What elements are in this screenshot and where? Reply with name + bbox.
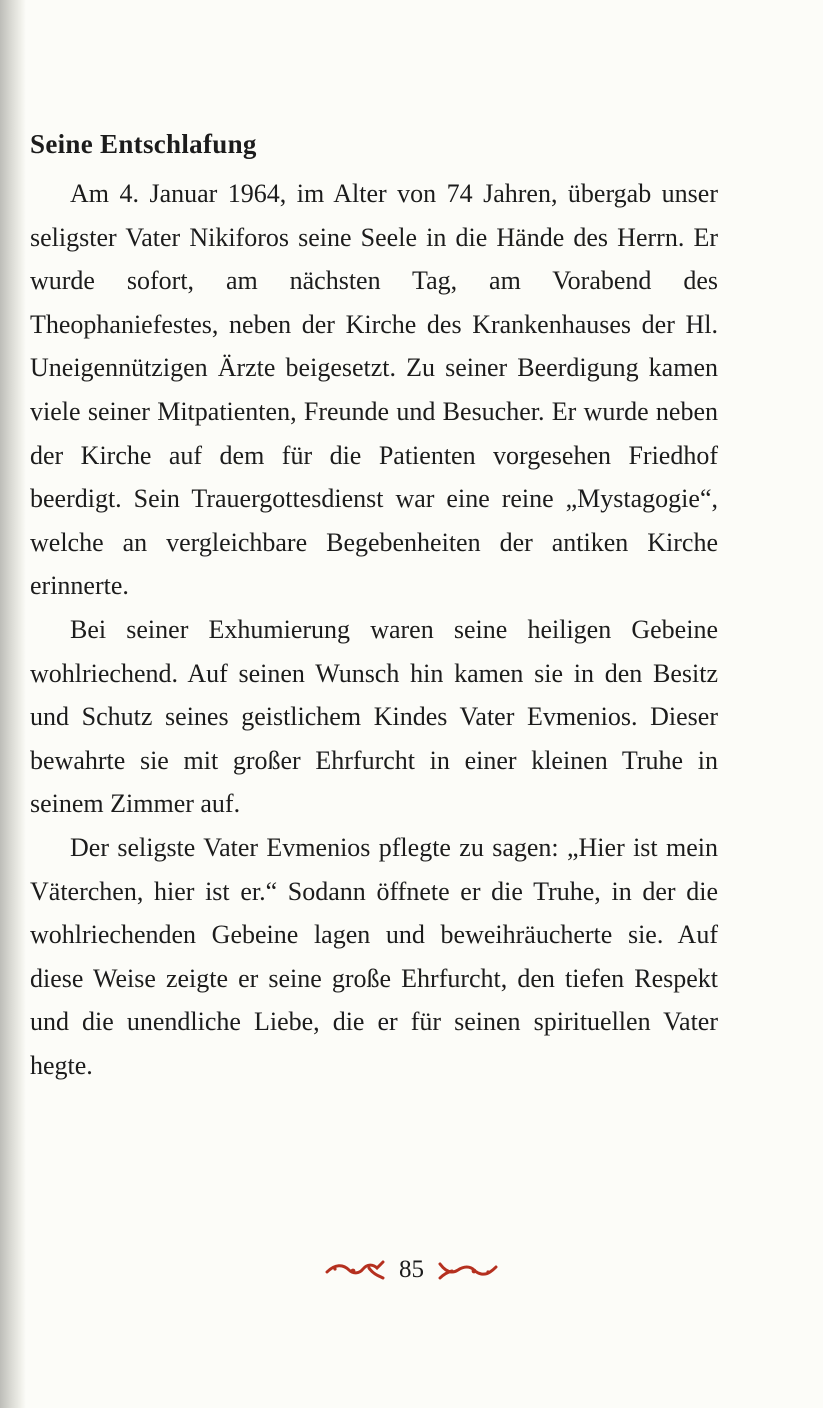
section-heading: Seine Entschlafung <box>30 129 257 159</box>
paragraph-3: Der seligste Vater Evmenios pflegte zu sagen: „Hier ist mein Väterchen, hier ist er.“ Sodann öffnete er die Truhe, in der die wohlriechenden Gebeine lagen und beweihräucherte sie. Auf diese Weise zeigte er seine große Ehrfurcht, den tiefen Respekt und die unendliche Liebe, die er für seinen spirituellen Vater hegte. <box>30 832 718 1080</box>
page-number: 85 <box>399 1256 424 1283</box>
page-footer <box>0 1252 823 1288</box>
paragraph-1: Am 4. Januar 1964, im Alter von 74 Jahren, übergab unser seligster Vater Nikiforos seine Seele in die Hände des Herrn. Er wurde sofort, am nächsten Tag, am Vorabend des Theophaniefestes, neben der Kirche des Krankenhauses der Hl. Uneigennützigen Ärzte beigesetzt. Zu seiner Beerdigung kamen viele seiner Mitpatienten, Freunde und Besucher. Er wurde neben der Kirche auf dem für die Patienten vorgesehen Friedhof beerdigt. Sein Trauergottesdienst war eine reine „Mystagogie“, welche an vergleichbare Begebenheiten der antiken Kirche erinnerte. <box>30 179 718 601</box>
binding-gutter-shadow <box>0 0 26 1408</box>
paragraph-2: Bei seiner Exhumierung waren seine heiligen Gebeine wohlriechend. Auf seinen Wunsch hin kamen sie in den Besitz und Schutz seines geistlichem Kindes Vater Evmenios. Dieser bewahrte sie mit großer Ehrfurcht in einer kleinen Truhe in seinem Zimmer auf. <box>30 614 718 819</box>
page-body <box>30 124 718 1087</box>
left-flourish-icon <box>325 1258 385 1282</box>
right-flourish-icon <box>438 1258 498 1282</box>
